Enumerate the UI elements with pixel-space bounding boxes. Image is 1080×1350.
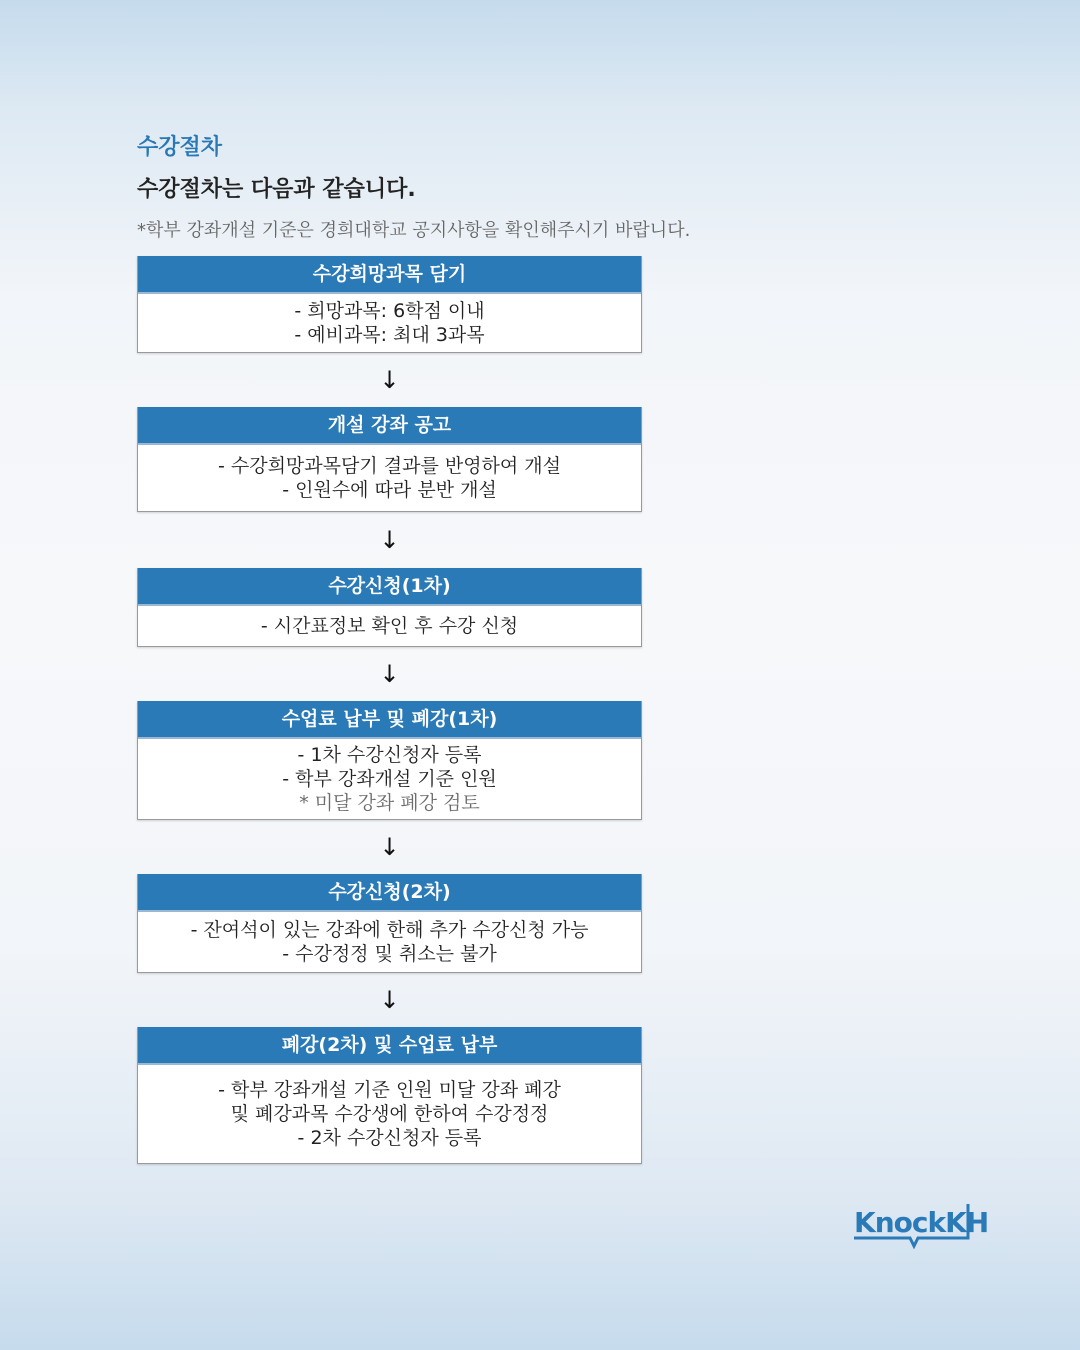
step-body: [138, 1065, 641, 1163]
knockkh-logo: [852, 1200, 989, 1256]
down-arrow-icon: ↓: [379, 986, 400, 1014]
step-wishlist: [137, 256, 642, 353]
step-line: - 학부 강좌개설 기준 인원 미달 강좌 폐강: [218, 1079, 561, 1101]
step-title: 수강신청(1차): [138, 568, 641, 606]
step-line: - 시간표정보 확인 후 수강 신청: [260, 615, 519, 637]
step-title: 개설 강좌 공고: [138, 407, 641, 445]
step-line: - 학부 강좌개설 기준 인원: [282, 768, 497, 790]
step-body: [138, 606, 641, 646]
step-line: - 2차 수강신청자 등록: [297, 1127, 482, 1149]
step-title: 수업료 납부 및 폐강(1차): [138, 701, 641, 739]
down-arrow-icon: ↓: [379, 660, 400, 688]
step-course-announcement: [137, 407, 642, 512]
step-title: 수강신청(2차): [138, 874, 641, 912]
step-line: - 희망과목: 6학점 이내: [294, 300, 485, 322]
step-line: 및 폐강과목 수강생에 한하여 수강정정: [230, 1103, 549, 1125]
step-title: 수강희망과목 담기: [138, 256, 641, 294]
step-registration-second: [137, 874, 642, 973]
down-arrow-icon: ↓: [379, 526, 400, 554]
step-cancellation-tuition-second: [137, 1027, 642, 1164]
step-body: [138, 739, 641, 819]
logo-text: KnockKH: [854, 1206, 989, 1239]
section-label: 수강절차: [137, 135, 223, 160]
step-note: * 미달 강좌 폐강 검토: [299, 792, 480, 814]
procedure-flowchart: [137, 256, 642, 1164]
step-line: - 1차 수강신청자 등록: [297, 744, 482, 766]
step-body: [138, 445, 641, 511]
step-title: 폐강(2차) 및 수업료 납부: [138, 1027, 641, 1065]
speech-bubble-logo-icon: [852, 1200, 989, 1256]
step-body: [138, 912, 641, 972]
step-body: [138, 294, 641, 352]
step-line: - 수강희망과목담기 결과를 반영하여 개설: [217, 455, 562, 477]
step-tuition-cancellation-first: [137, 701, 642, 820]
step-line: - 수강정정 및 취소는 불가: [282, 943, 497, 965]
step-registration-first: [137, 568, 642, 647]
down-arrow-icon: ↓: [379, 366, 400, 394]
down-arrow-icon: ↓: [379, 833, 400, 861]
notice-text: *학부 강좌개설 기준은 경희대학교 공지사항을 확인해주시기 바랍니다.: [137, 220, 691, 241]
step-line: - 예비과목: 최대 3과목: [294, 324, 485, 346]
step-line: - 잔여석이 있는 강좌에 한해 추가 수강신청 가능: [190, 919, 589, 941]
page-title: 수강절차는 다음과 같습니다.: [137, 177, 416, 202]
step-line: - 인원수에 따라 분반 개설: [282, 479, 497, 501]
